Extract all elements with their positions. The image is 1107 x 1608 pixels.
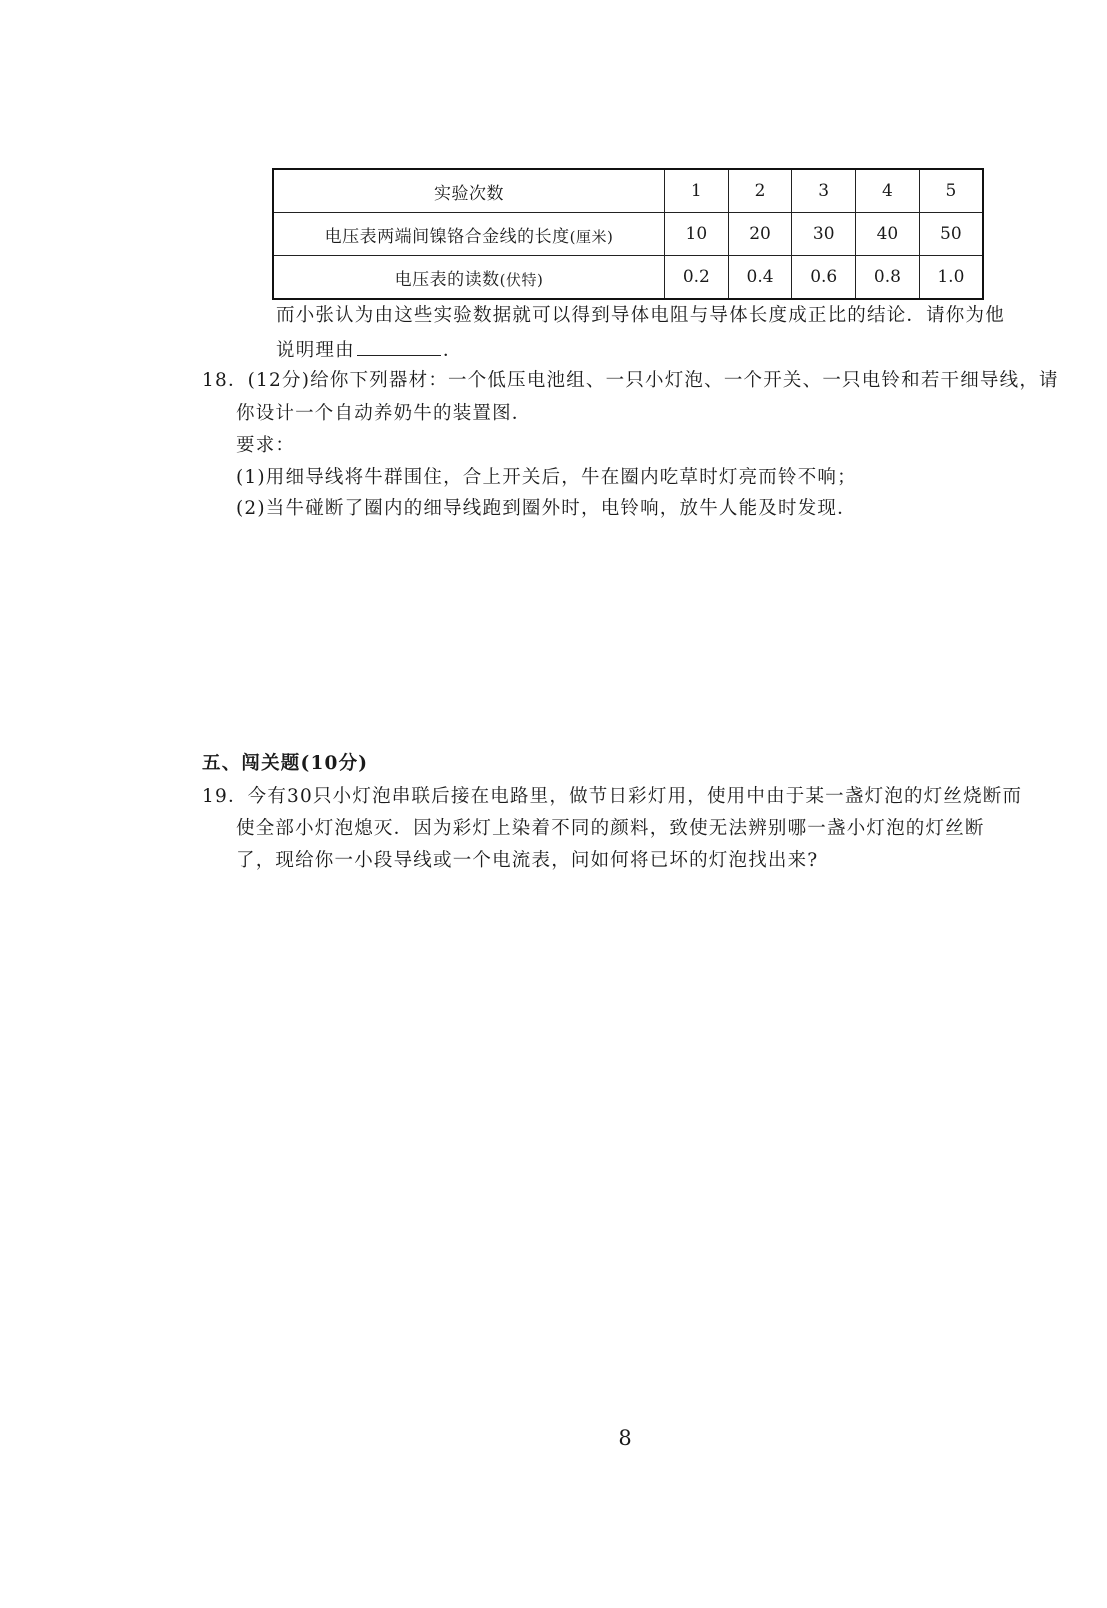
table-row xyxy=(273,256,983,300)
table-cell: 3 xyxy=(792,169,856,213)
table-cell: 0.4 xyxy=(728,256,792,300)
row-header: 实验次数 xyxy=(273,169,665,213)
q17-prefix: 说明理由 xyxy=(276,340,355,361)
q19-text-line-1 xyxy=(202,785,1022,809)
table-cell: 2 xyxy=(728,169,792,213)
table-cell: 50 xyxy=(919,213,983,256)
q19-line1: 今有30只小灯泡串联后接在电路里，做节日彩灯用，使用中由于某一盏灯泡的灯丝烧断而 xyxy=(247,786,1023,807)
table-cell: 1.0 xyxy=(919,256,983,300)
row-header: 电压表的读数(伏特) xyxy=(273,256,665,300)
question-number: 19． xyxy=(202,786,248,807)
q18-text-line-2: 你设计一个自动养奶牛的装置图． xyxy=(236,403,532,424)
q17-text-line-2 xyxy=(276,337,463,363)
table-row xyxy=(273,213,983,256)
table-cell: 0.8 xyxy=(856,256,920,300)
section-title: 五、闯关题(10分) xyxy=(202,753,369,774)
table-cell: 20 xyxy=(728,213,792,256)
table-cell: 0.2 xyxy=(665,256,729,300)
table-cell: 1 xyxy=(665,169,729,213)
answer-blank[interactable] xyxy=(357,337,441,356)
table-cell: 5 xyxy=(919,169,983,213)
q18-requirements-label: 要求： xyxy=(236,435,296,456)
table-cell: 30 xyxy=(792,213,856,256)
q18-requirement-2: (2)当牛碰断了圈内的细导线跑到圈外时，电铃响，放牛人能及时发现． xyxy=(236,498,857,519)
row-header: 电压表两端间镍铬合金线的长度(厘米) xyxy=(273,213,665,256)
q18-text-line-1 xyxy=(202,369,1059,393)
q17-suffix: ． xyxy=(442,340,463,361)
q18-line1: (12分)给你下列器材：一个低压电池组、一只小灯泡、一个开关、一只电铃和若干细导线，请 xyxy=(247,370,1059,391)
table-cell: 4 xyxy=(856,169,920,213)
q19-text-line-3: 了，现给你一小段导线或一个电流表，问如何将已坏的灯泡找出来? xyxy=(236,850,819,871)
table-row xyxy=(273,169,983,213)
q17-text-line-1: 而小张认为由这些实验数据就可以得到导体电阻与导体长度成正比的结论．请你为他 xyxy=(276,305,1005,326)
experiment-data-table xyxy=(272,168,984,300)
page-number: 8 xyxy=(618,1426,632,1450)
q19-text-line-2: 使全部小灯泡熄灭．因为彩灯上染着不同的颜料，致使无法辨别哪一盏小灯泡的灯丝断 xyxy=(236,818,985,839)
table-cell: 40 xyxy=(856,213,920,256)
table-cell: 0.6 xyxy=(792,256,856,300)
q18-requirement-1: (1)用细导线将牛群围住，合上开关后，牛在圈内吃草时灯亮而铃不响； xyxy=(236,467,857,488)
table-cell: 10 xyxy=(665,213,729,256)
question-number: 18． xyxy=(202,370,248,391)
